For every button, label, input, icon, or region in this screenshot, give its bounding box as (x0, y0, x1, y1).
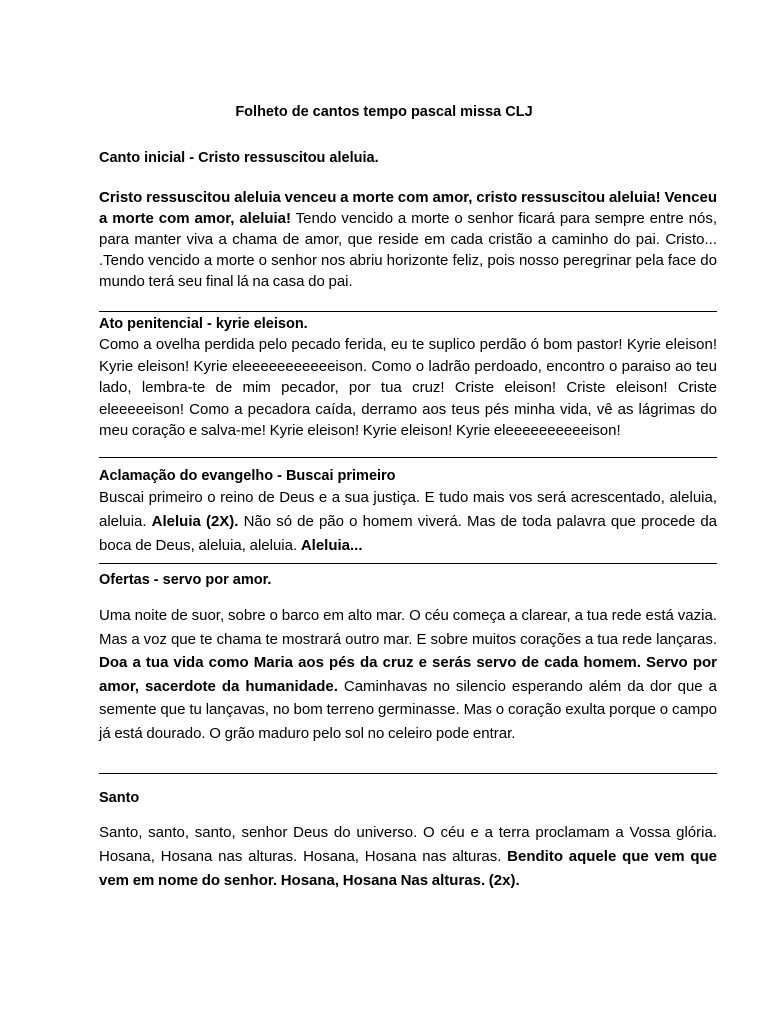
text-run: Bendito aquele que vem que vem em nome do senhor. Hosana, Hosana Nas alturas. (2x). (99, 848, 718, 889)
section-text (99, 486, 717, 558)
text-run: Como a ovelha perdida pelo pecado ferida, eu te suplico perdão ó bom pastor! Kyrie eleison! Kyrie eleison! Kyrie eleeeeeeeeeeeison. Como o ladrão perdoado, encontro o paraiso ao teu lado, lembra-te de mim pecador, por tua cruz! Criste eleison! Criste eleison! Criste eleeeeeison! Como a pecadora caída, derramo aos teus pés minha vida, vê as lágrimas do meu coração e salva-me! Kyrie eleison! Kyrie eleison! Kyrie eleeeeeeeeeeison! (99, 336, 717, 440)
text-run: Caminhavas no silencio esperando além da dor que a semente que tu lançavas, no bom terreno germinasse. Mas o coração exulta porque o campo já está dourado. O grão maduro pelo sol no celeiro pode entrar. (99, 677, 717, 742)
section-aclamacao (99, 466, 717, 558)
text-run: Aleluia... (300, 537, 363, 554)
divider-line (99, 311, 717, 312)
text-run: Santo, santo, santo, senhor Deus do universo. O céu e a terra proclamam a Vossa glória. Hosana, Hosana nas alturas. Hosana, Hosana nas alturas. (99, 824, 717, 865)
section-canto-inicial (99, 148, 717, 292)
section-ato-penitencial (99, 314, 717, 442)
section-text (99, 604, 717, 745)
section-heading: Ato penitencial - kyrie eleison. (99, 316, 308, 332)
text-run: Buscai primeiro o reino de Deus e a sua justiça. E tudo mais vos será acrescentado, aleluia, aleluia. (99, 489, 717, 530)
text-run: Aleluia (2X). (151, 513, 239, 530)
section-ofertas (99, 570, 717, 745)
section-text (99, 334, 717, 442)
section-text (99, 187, 717, 292)
text-run: Uma noite de suor, sobre o barco em alto mar. O céu começa a clarear, a tua rede está vazia. Mas a voz que te chama te mostrará outro mar. E sobre muitos corações a tua rede lançaras. (99, 607, 717, 648)
text-run: Tendo vencido a morte o senhor ficará para sempre entre nós, para manter viva a chama de amor, que reside em cada cristão a caminho do pai. Cristo... .Tendo vencido a morte o senhor nos abriu horizonte feliz, pois nosso peregrinar pela face do mundo terá seu final lá na casa do pai. (99, 210, 717, 290)
text-run: Não só de pão o homem viverá. Mas de toda palavra que procede da boca de Deus, aleluia, aleluia. (99, 513, 718, 554)
divider-line (99, 773, 717, 774)
text-run: Doa a tua vida como Maria aos pés da cruz e serás servo de cada homem. Servo por amor, sacerdote da humanidade. (99, 654, 717, 695)
section-heading: Ofertas - servo por amor. (99, 572, 272, 588)
document-title: Folheto de cantos tempo pascal missa CLJ (235, 104, 533, 120)
section-text (99, 821, 717, 893)
text-run: Cristo ressuscitou aleluia venceu a morte com amor, cristo ressuscitou aleluia! Venceu a morte com amor, aleluia! (99, 189, 717, 227)
divider-line (99, 563, 717, 564)
section-santo (99, 788, 717, 893)
section-heading: Canto inicial - Cristo ressuscitou aleluia. (99, 150, 379, 166)
section-heading: Aclamação do evangelho - Buscai primeiro (99, 468, 396, 484)
section-heading: Santo (99, 790, 140, 806)
divider-line (99, 457, 717, 458)
